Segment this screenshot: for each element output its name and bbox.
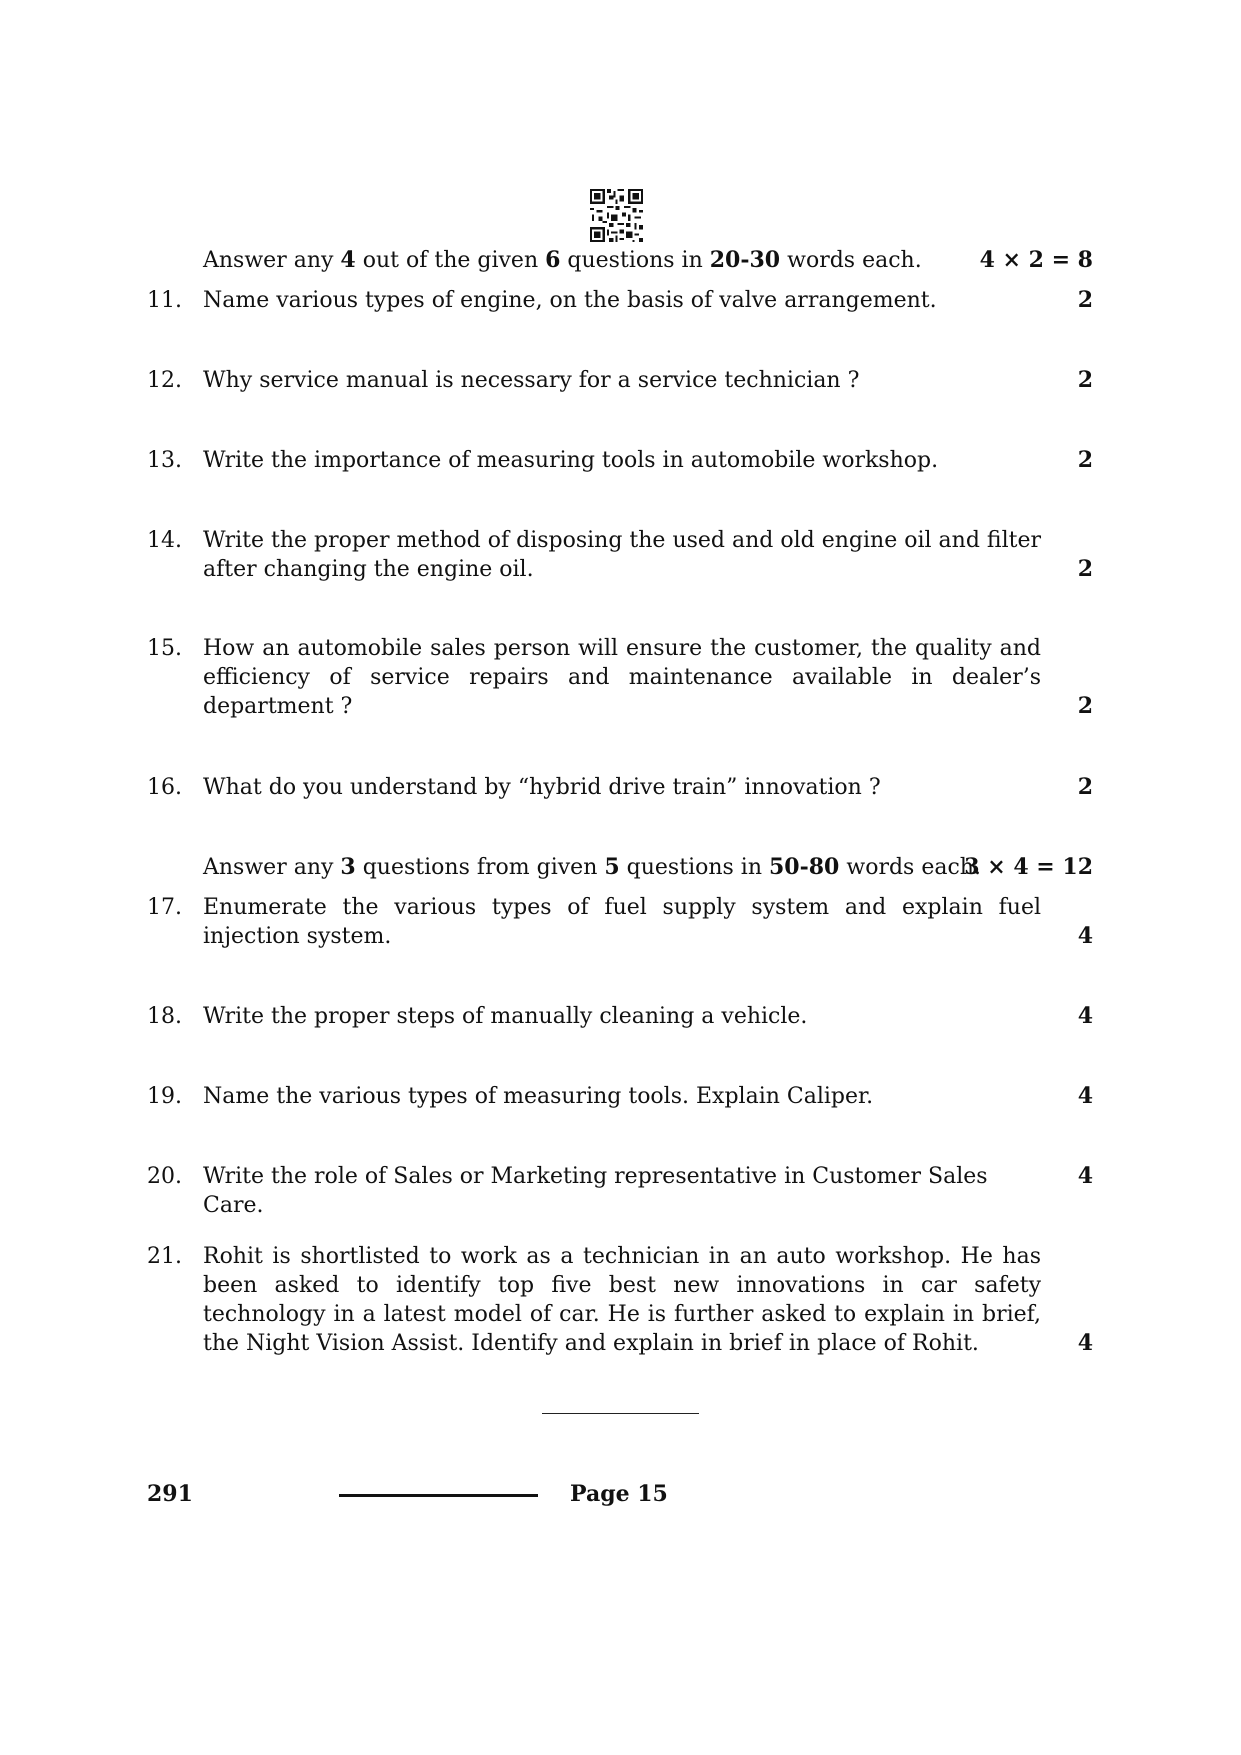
question-number: 21. — [147, 1244, 182, 1269]
qr-code-icon — [590, 189, 643, 242]
question-marks: 4 — [1077, 1163, 1093, 1189]
paper-code: 291 — [147, 1481, 193, 1507]
question-number: 20. — [147, 1164, 182, 1189]
question-marks: 4 — [1077, 1330, 1093, 1356]
section-b-instruction: Answer any 3 questions from given 5 questions in 50-80 words each. — [203, 854, 981, 880]
question-marks: 2 — [1077, 693, 1093, 719]
question-text: Rohit is shortlisted to work as a technician in an auto workshop. He has been asked to identify top five best new innovations in car safety technology in a latest model of car. He is further asked to explain in brief, the Night Vision Assist. Identify and explain in brief in place of Rohit. — [203, 1244, 1041, 1356]
question-number: 13. — [147, 448, 182, 473]
question-text: Write the importance of measuring tools in automobile workshop. — [203, 448, 939, 473]
question-marks: 2 — [1077, 774, 1093, 800]
question-marks: 2 — [1077, 447, 1093, 473]
question-number: 14. — [147, 528, 182, 553]
end-divider — [542, 1413, 699, 1414]
question-text: Name various types of engine, on the basis of valve arrangement. — [203, 288, 937, 313]
section-a-marks: 4 × 2 = 8 — [979, 247, 1093, 273]
question-number: 12. — [147, 368, 182, 393]
question-number: 11. — [147, 288, 182, 313]
question-marks: 2 — [1077, 367, 1093, 393]
question-text: Write the role of Sales or Marketing representative in Customer Sales Care. — [203, 1164, 988, 1218]
question-marks: 4 — [1077, 1083, 1093, 1109]
footer-divider — [339, 1494, 538, 1497]
question-marks: 2 — [1077, 287, 1093, 313]
question-marks: 4 — [1077, 923, 1093, 949]
page-number: Page 15 — [570, 1481, 668, 1507]
question-text: Write the proper steps of manually cleaning a vehicle. — [203, 1004, 808, 1029]
question-text: What do you understand by “hybrid drive train” innovation ? — [203, 775, 881, 800]
question-number: 16. — [147, 775, 182, 800]
question-text: Enumerate the various types of fuel supply system and explain fuel injection system. — [203, 895, 1041, 949]
question-number: 18. — [147, 1004, 182, 1029]
section-b-marks: 3 × 4 = 12 — [964, 854, 1093, 880]
question-text: Why service manual is necessary for a service technician ? — [203, 368, 860, 393]
question-number: 15. — [147, 636, 182, 661]
question-text: Name the various types of measuring tools. Explain Caliper. — [203, 1084, 874, 1109]
question-number: 19. — [147, 1084, 182, 1109]
question-marks: 4 — [1077, 1003, 1093, 1029]
question-marks: 2 — [1077, 556, 1093, 582]
section-a-instruction: Answer any 4 out of the given 6 questions in 20-30 words each. — [203, 247, 922, 273]
question-text: How an automobile sales person will ensure the customer, the quality and efficiency of service repairs and maintenance available in dealer’s department ? — [203, 636, 1041, 719]
question-text: Write the proper method of disposing the used and old engine oil and filter after changing the engine oil. — [203, 528, 1041, 582]
question-number: 17. — [147, 895, 182, 920]
